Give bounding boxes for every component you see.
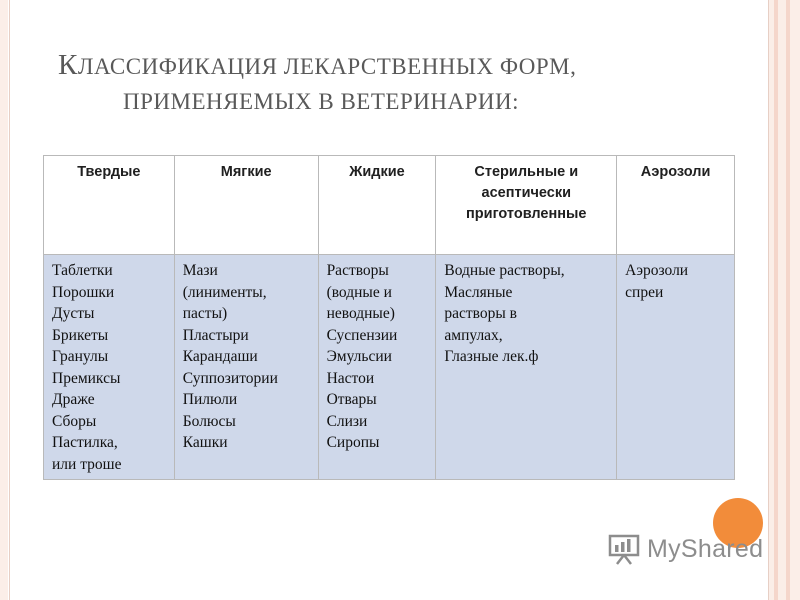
right-decor-stripe [786, 0, 790, 600]
list-item: Гранулы [52, 348, 109, 365]
list-item: Мази [182, 262, 218, 279]
title-line-1-text: ЛАССИФИКАЦИЯ ЛЕКАРСТВЕННЫХ ФОРМ, [77, 54, 577, 79]
list-item: Суппозитории [182, 369, 278, 387]
list-item: Масляные [444, 283, 513, 301]
list-item: Сиропы [326, 434, 380, 451]
list-item: неводные) [326, 305, 395, 322]
list-item: Пластыри [182, 326, 249, 344]
table-cell [44, 255, 175, 480]
list-item: Суспензии [326, 326, 398, 344]
presentation-board-icon [607, 532, 643, 566]
column-header-line: Жидкие [349, 164, 405, 180]
list-item: ампулах, [444, 326, 503, 344]
watermark-text: MyShared [647, 534, 764, 563]
list-item: Карандаши [182, 348, 258, 365]
column-header-line: Твердые [77, 164, 141, 180]
table-row [44, 255, 735, 480]
column-header-line: Аэрозоли [640, 164, 711, 180]
right-decor-stripe [774, 0, 778, 600]
list-item: Эмульсии [326, 348, 392, 365]
title-line-2: ПРИМЕНЯЕМЫХ В ВЕТЕРИНАРИИ: [123, 89, 519, 114]
column-header-line: Мягкие [220, 164, 272, 180]
list-item: Премиксы [52, 369, 121, 387]
myshared-watermark [607, 532, 763, 566]
right-decor-strip [768, 0, 800, 600]
list-item: Сборы [52, 412, 97, 430]
list-item: Пилюли [182, 391, 238, 408]
list-item: Брикеты [52, 326, 109, 344]
slide-title [58, 48, 738, 119]
list-item: Аэрозоли [625, 262, 689, 279]
list-item: пасты) [182, 305, 228, 322]
column-header-line: Стерильные и [474, 164, 579, 180]
list-item: (линименты, [182, 283, 267, 301]
column-header [44, 156, 175, 255]
table-cell [436, 255, 617, 480]
table-cell [318, 255, 436, 480]
list-item: Слизи [326, 412, 368, 430]
title-line-1 [58, 48, 738, 84]
table-cell [174, 255, 318, 480]
list-item: Таблетки [52, 262, 113, 279]
list-item: растворы в [444, 305, 517, 322]
title-initial-letter: К [58, 49, 78, 81]
list-item: Кашки [182, 434, 228, 451]
list-item: Дусты [52, 305, 95, 322]
table-header-row [44, 156, 735, 255]
column-header [174, 156, 318, 255]
left-decor-strip [0, 0, 8, 600]
list-item: (водные и [326, 283, 392, 301]
column-header-line: приготовленные [466, 206, 587, 222]
list-item: Растворы [326, 262, 389, 279]
list-item: Порошки [52, 283, 115, 301]
list-item: или троше [52, 455, 122, 473]
list-item: Пастилка, [52, 434, 118, 451]
list-item: спреи [625, 283, 664, 301]
column-header-line: асептически [481, 185, 572, 201]
list-item: Болюсы [182, 412, 236, 430]
table-cell [617, 255, 735, 480]
dosage-forms-table [43, 155, 735, 480]
column-header [617, 156, 735, 255]
list-item: Отвары [326, 391, 377, 408]
list-item: Глазные лек.ф [444, 348, 539, 365]
column-header [318, 156, 436, 255]
column-header [436, 156, 617, 255]
list-item: Водные растворы, [444, 262, 565, 279]
list-item: Настои [326, 369, 375, 387]
list-item: Драже [52, 391, 95, 408]
